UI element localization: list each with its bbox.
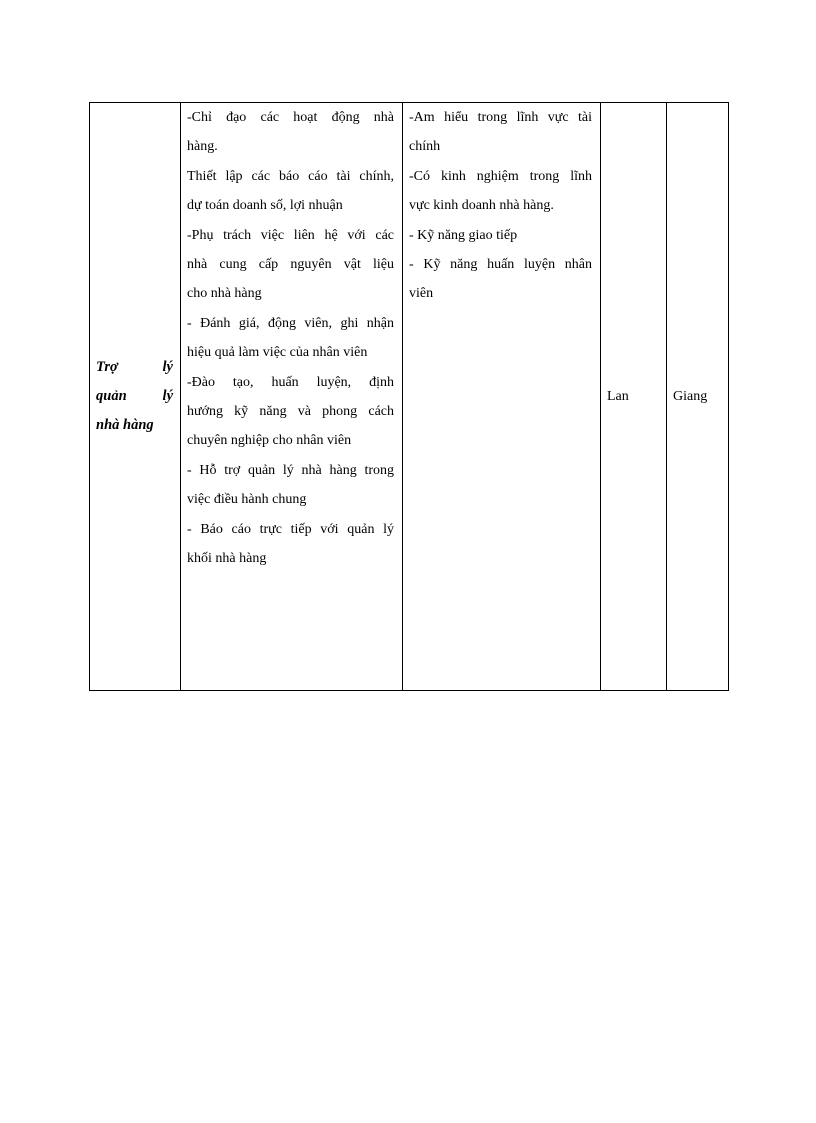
table-row	[90, 103, 729, 691]
person-cell-a	[601, 103, 667, 691]
role-title-line: Trợ lý	[96, 359, 173, 375]
duty-line: cho nhà hàng	[187, 286, 262, 302]
duty-line: việc điều hành chung	[187, 492, 307, 508]
duty-line: Thiết lập các báo cáo tài chính,	[187, 168, 394, 184]
person-cell-b	[667, 103, 729, 691]
person-name-a: Lan	[607, 388, 629, 404]
requirements-list	[403, 103, 600, 309]
duties-cell	[181, 103, 403, 691]
requirement-line: vực kinh doanh nhà hàng.	[409, 198, 554, 214]
requirement-line: - Kỹ năng huấn luyện nhân	[409, 257, 592, 273]
duty-line: nhà cung cấp nguyên vật liệu	[187, 257, 394, 273]
duty-line: hiệu quả làm việc của nhân viên	[187, 345, 368, 361]
role-title-line: nhà hàng	[96, 417, 154, 433]
duty-line: -Đào tạo, huấn luyện, định	[187, 374, 394, 390]
role-title	[90, 353, 180, 440]
requirement-line: - Kỹ năng giao tiếp	[409, 227, 518, 243]
person-name-b: Giang	[673, 388, 708, 404]
duties-list	[181, 103, 402, 574]
requirements-cell	[403, 103, 601, 691]
requirement-line: -Am hiểu trong lĩnh vực tài	[409, 110, 592, 125]
requirement-line: viên	[409, 286, 434, 302]
duty-line: -Phụ trách việc liên hệ với các	[187, 227, 394, 243]
duty-line: - Báo cáo trực tiếp với quản lý	[187, 521, 394, 537]
duty-line: hướng kỹ năng và phong cách	[187, 404, 394, 420]
duty-line: khối nhà hàng	[187, 551, 267, 567]
duty-line: chuyên nghiệp cho nhân viên	[187, 433, 352, 449]
duty-line: hàng.	[187, 139, 218, 155]
duty-line: -Chỉ đạo các hoạt động nhà	[187, 110, 394, 125]
duty-line: dự toán doanh số, lợi nhuận	[187, 198, 343, 214]
role-title-line: quản lý	[96, 388, 173, 404]
requirement-line: -Có kinh nghiệm trong lĩnh	[409, 168, 592, 184]
job-description-table	[89, 102, 729, 691]
duty-line: - Đánh giá, động viên, ghi nhận	[187, 315, 394, 331]
duty-line: - Hỗ trợ quản lý nhà hàng trong	[187, 462, 394, 478]
role-cell	[90, 103, 181, 691]
requirement-line: chính	[409, 139, 441, 155]
